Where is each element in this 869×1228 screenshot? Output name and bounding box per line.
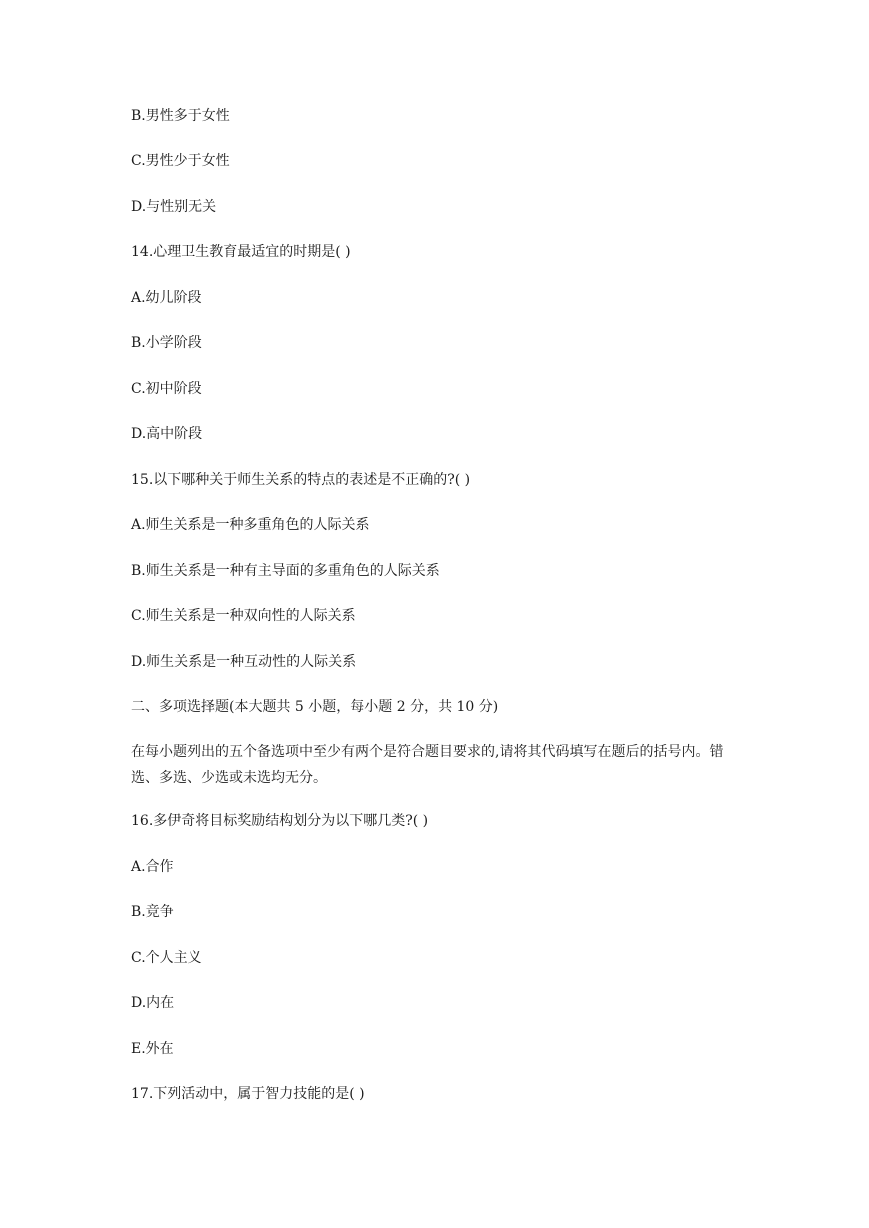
option-15d: D.师生关系是一种互动性的人际关系 xyxy=(131,654,357,670)
option-16b: B.竞争 xyxy=(131,904,174,920)
section-instruction: 在每小题列出的五个备选项中至少有两个是符合题目要求的,请将其代码填写在题后的括号内。错选、多选、少选或未选均无分。 xyxy=(131,744,724,786)
question-14: 14.心理卫生教育最适宜的时期是( ) xyxy=(131,244,351,260)
option-16d: D.内在 xyxy=(131,995,175,1011)
option-13c: C.男性少于女性 xyxy=(131,153,230,169)
option-13d: D.与性别无关 xyxy=(131,199,217,215)
option-14c: C.初中阶段 xyxy=(131,381,202,397)
question-15: 15.以下哪种关于师生关系的特点的表述是不正确的?( ) xyxy=(131,472,471,488)
option-16e: E.外在 xyxy=(131,1041,174,1057)
option-15a: A.师生关系是一种多重角色的人际关系 xyxy=(131,517,370,533)
option-14d: D.高中阶段 xyxy=(131,426,203,442)
option-14b: B.小学阶段 xyxy=(131,335,202,351)
option-15c: C.师生关系是一种双向性的人际关系 xyxy=(131,608,356,624)
question-16: 16.多伊奇将目标奖励结构划分为以下哪几类?( ) xyxy=(131,813,429,829)
option-16c: C.个人主义 xyxy=(131,950,202,966)
option-14a: A.幼儿阶段 xyxy=(131,290,202,306)
section-heading-multiple-choice: 二、多项选择题(本大题共 5 小题，每小题 2 分，共 10 分) xyxy=(131,699,499,715)
option-16a: A.合作 xyxy=(131,859,174,875)
question-17: 17.下列活动中，属于智力技能的是( ) xyxy=(131,1086,365,1102)
option-13b: B.男性多于女性 xyxy=(131,108,230,124)
option-15b: B.师生关系是一种有主导面的多重角色的人际关系 xyxy=(131,563,440,579)
